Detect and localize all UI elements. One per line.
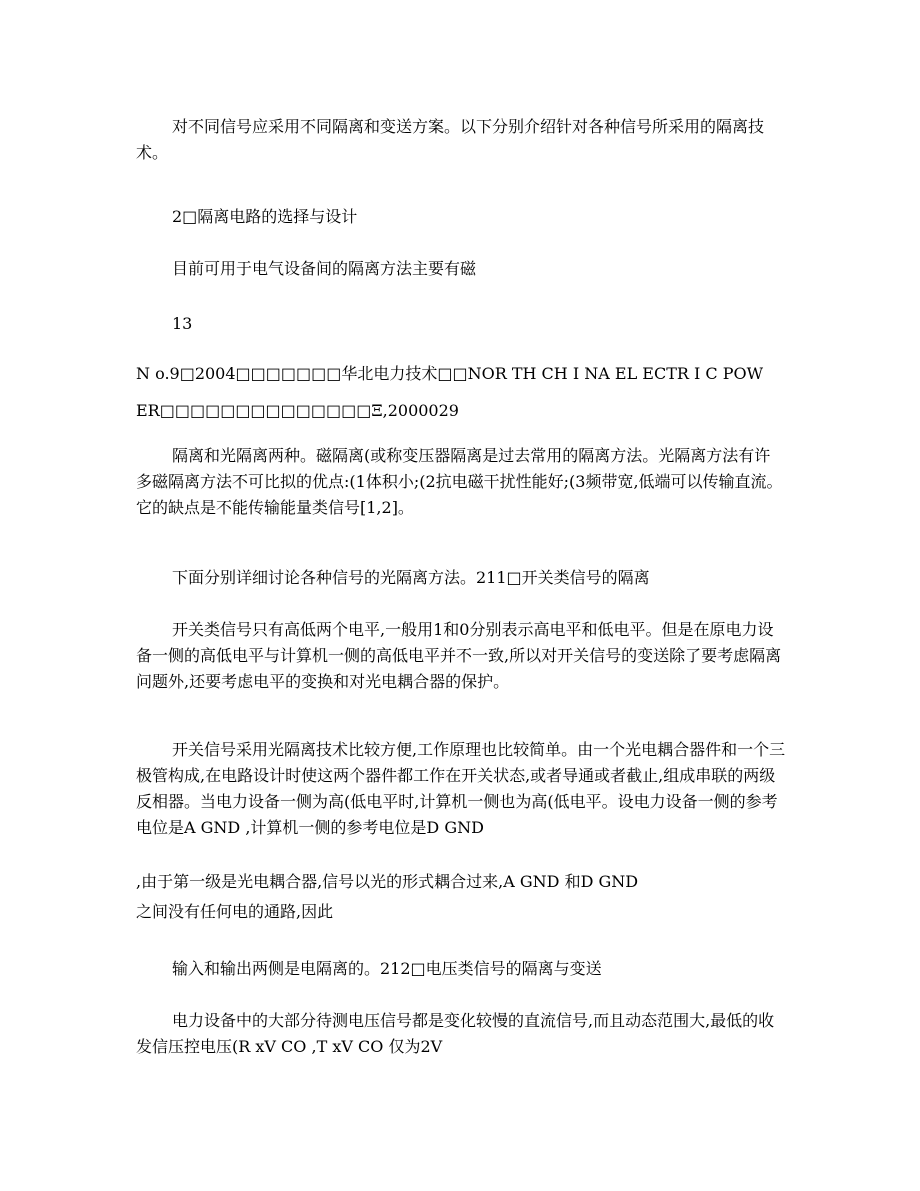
section-heading-2: 2□隔离电路的选择与设计: [172, 207, 358, 226]
paragraph-first-stage-coupler: ,由于第一级是光电耦合器,信号以光的形式耦合过来,A GND 和D GND: [136, 872, 639, 891]
paragraph-switch-signal-levels: 开关类信号只有高低两个电平,一般用1和0分别表示高电平和低电平。但是在原电力设备一侧的高低电平与计算机一侧的高低电平并不一致,所以对开关信号的变送除了要考虑隔离问题外,还要考虑电平的变换和对光电耦合器的保护。: [136, 620, 782, 691]
journal-header-line-2: ER□□□□□□□□□□□□□□Ξ,2000029: [136, 401, 459, 420]
paragraph-isolation-methods-intro: 目前可用于电气设备间的隔离方法主要有磁: [172, 259, 477, 278]
paragraph-section-2-1-heading: 下面分别详细讨论各种信号的光隔离方法。211□开关类信号的隔离: [172, 568, 650, 587]
paragraph-switch-signal-optical: 开关信号采用光隔离技术比较方便,工作原理也比较简单。由一个光电耦合器件和一个三极管构成,在电路设计时使这两个器件都工作在开关状态,或者导通或者截止,组成串联的两级反相器。当电力设备一侧为高(低电平时,计算机一侧也为高(低电平。设电力设备一侧的参考电位是A GND ,计算机一侧的参考电位是D GND: [136, 740, 786, 837]
paragraph-magnetic-optical-isolation: 隔离和光隔离两种。磁隔离(或称变压器隔离是过去常用的隔离方法。光隔离方法有许多磁隔离方法不可比拟的优点:(1体积小;(2抗电磁干扰性能好;(3频带宽,低端可以传输直流。它的缺点是不能传输能量类信号[1,2]。: [136, 446, 783, 517]
paragraph-isolation-schemes: 对不同信号应采用不同隔离和变送方案。以下分别介绍针对各种信号所采用的隔离技术。: [136, 117, 765, 162]
page-number: 13: [172, 314, 193, 333]
journal-header-line-1: N o.9□2004□□□□□□□华北电力技术□□NOR TH CH I NA EL ECTR I C POW: [136, 364, 764, 383]
paragraph-no-electrical-path: 之间没有任何电的通路,因此: [136, 902, 334, 921]
paragraph-section-2-2-heading: 输入和输出两侧是电隔离的。212□电压类信号的隔离与变送: [172, 959, 602, 978]
paragraph-voltage-signals: 电力设备中的大部分待测电压信号都是变化较慢的直流信号,而且动态范围大,最低的收发信压控电压(R xV CO ,T xV CO 仅为2V: [136, 1011, 775, 1056]
